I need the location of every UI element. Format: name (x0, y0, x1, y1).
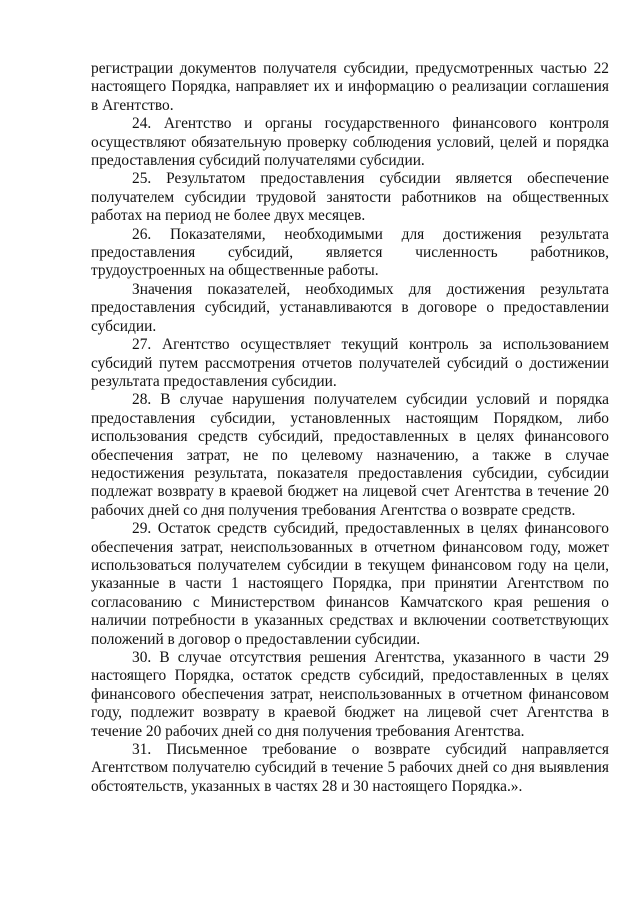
paragraph-31: 31. Письменное требование о возврате субсидий направляется Агентством получателю субсидий в течение 5 рабочих дней со дня выявления обстоятельств, указанных в частях 28 и 30 настоящего Порядка.». (91, 741, 609, 795)
paragraph-29: 29. Остаток средств субсидий, предоставленных в целях финансового обеспечения затрат, неиспользованных в отчетном финансовом году, может использоваться получателем субсидии в текущем финансовом году на цели, указанные в части 1 настоящего Порядка, при принятии Агентством по согласованию с Министерством финансов Камчатского края решения о наличии потребности в указанных средствах и включении соответствующих положений в договор о предоставлении субсидии. (91, 520, 609, 648)
paragraph-27: 27. Агентство осуществляет текущий контроль за использованием субсидий путем рассмотрения отчетов получателей субсидий о достижении результата предоставления субсидии. (91, 336, 609, 390)
paragraph-28: 28. В случае нарушения получателем субсидии условий и порядка предоставления субсидии, установленных настоящим Порядком, либо использования средств субсидий, предоставленных в целях финансового обеспечения затрат, не по целевому назначению, а также в случае недостижения результата, показателя предоставления субсидии, субсидии подлежат возврату в краевой бюджет на лицевой счет Агентства в течение 20 рабочих дней со дня получения требования Агентства о возврате средств. (91, 391, 609, 519)
paragraph-26: 26. Показателями, необходимыми для достижения результата предоставления субсидий, является численность работников, трудоустроенных на общественные работы. (91, 225, 609, 280)
paragraph-continuation: регистрации документов получателя субсидии, предусмотренных частью 22 настоящего Порядка, направляет их и информацию о реализации соглашения в Агентство. (91, 60, 609, 114)
paragraph-24: 24. Агентство и органы государственного финансового контроля осуществляют обязательную проверку соблюдения условий, целей и порядка предоставления субсидий получателями субсидии. (91, 115, 609, 170)
document-page (91, 60, 609, 796)
paragraph-25: 25. Результатом предоставления субсидии является обеспечение получателем субсидии трудовой занятости работников на общественных работах на период не более двух месяцев. (91, 170, 609, 225)
paragraph-26-values: Значения показателей, необходимых для достижения результата предоставления субсидий, устанавливаются в договоре о предоставлении субсидии. (91, 280, 609, 335)
paragraph-30: 30. В случае отсутствия решения Агентства, указанного в части 29 настоящего Порядка, остаток средств субсидий, предоставленных в целях финансового обеспечения затрат, неиспользованных в отчетном финансовом году, подлежит возврату в краевой бюджет на лицевой счет Агентства в течение 20 рабочих дней со дня получения требования Агентства. (91, 649, 609, 740)
